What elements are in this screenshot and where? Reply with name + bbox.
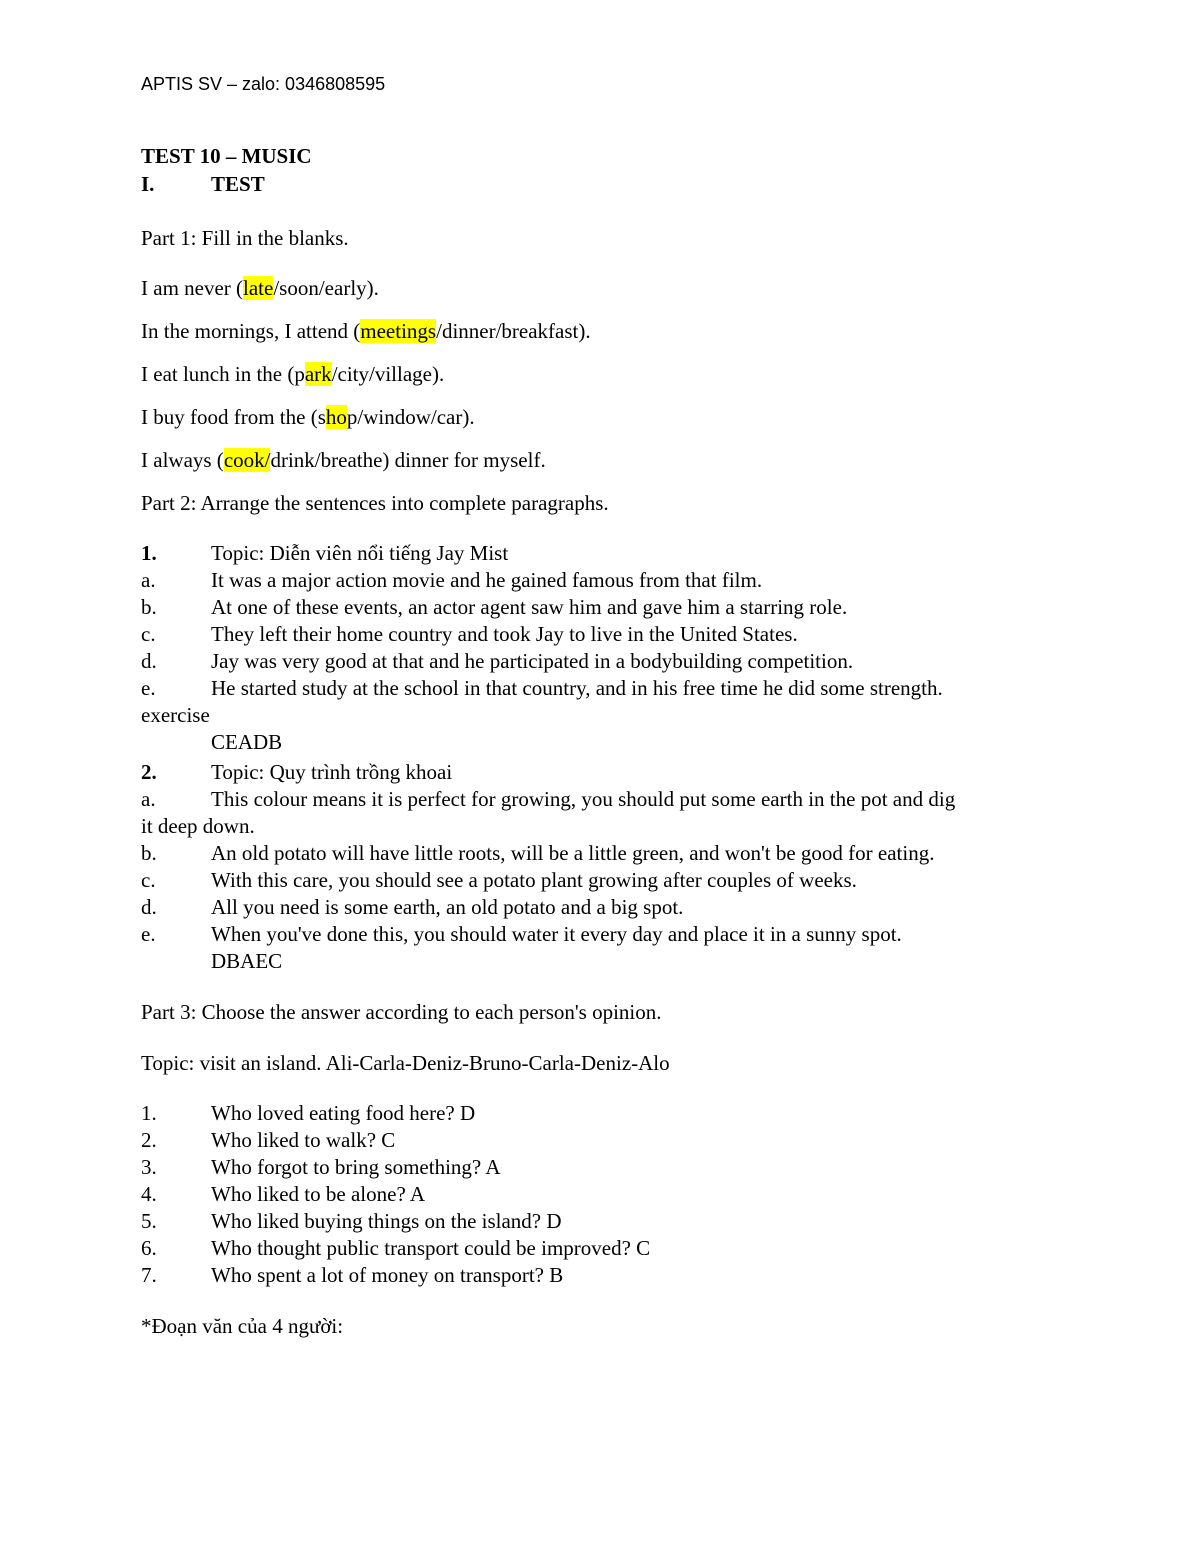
topic-2-item-a: This colour means it is perfect for growing, you should put some earth in the pot and dig: [211, 787, 956, 811]
question-number: 2.: [141, 1128, 157, 1152]
question-number: 4.: [141, 1182, 157, 1206]
topic-2-item-d: All you need is some earth, an old potato and a big spot.: [211, 895, 684, 919]
question-text: Who thought public transport could be improved? C: [211, 1236, 651, 1260]
section-numeral: I.: [141, 172, 155, 196]
part1-sentence-4: [141, 404, 475, 430]
question-text: Who loved eating food here? D: [211, 1101, 476, 1125]
section-label: TEST: [211, 172, 265, 196]
topic-2-item-b: An old potato will have little roots, will be a little green, and won't be good for eating.: [211, 841, 935, 865]
part1-sentence-2: [141, 318, 591, 344]
sentence-text: p/window/car).: [346, 405, 475, 429]
question-text: Who liked to be alone? A: [211, 1182, 426, 1206]
question-text: Who forgot to bring something? A: [211, 1155, 501, 1179]
topic-1-title: Topic: Diễn viên nổi tiếng Jay Mist: [211, 541, 509, 565]
part1-sentence-3: [141, 361, 444, 387]
topic-1-item-d: Jay was very good at that and he participated in a bodybuilding competition.: [211, 649, 854, 673]
part1-sentence-5: [141, 447, 546, 473]
part1-heading: Part 1: Fill in the blanks.: [141, 226, 349, 250]
sentence-text: /soon/early).: [273, 276, 379, 300]
topic-1-item-e-continued: exercise: [141, 703, 210, 727]
topic-2-item-c: With this care, you should see a potato plant growing after couples of weeks.: [211, 868, 857, 892]
test-title: TEST 10 – MUSIC: [141, 144, 312, 168]
topic-1-item-c: They left their home country and took Jay to live in the United States.: [211, 622, 798, 646]
item-letter: b.: [141, 595, 157, 619]
topic-1-answer: CEADB: [211, 730, 283, 754]
item-letter: e.: [141, 922, 156, 946]
item-letter: c.: [141, 622, 156, 646]
topic-2-answer: DBAEC: [211, 949, 283, 973]
question-number: 3.: [141, 1155, 157, 1179]
sentence-text: drink/breathe) dinner for myself.: [270, 448, 546, 472]
question-text: Who liked to walk? C: [211, 1128, 396, 1152]
question-number: 1.: [141, 1101, 157, 1125]
sentence-text: In the mornings, I attend (: [141, 319, 361, 343]
sentence-text: I buy food from the (s: [141, 405, 326, 429]
item-letter: c.: [141, 868, 156, 892]
item-letter: a.: [141, 568, 156, 592]
highlighted-answer: ho: [325, 405, 347, 429]
sentence-text: I am never (: [141, 276, 244, 300]
question-number: 7.: [141, 1263, 157, 1287]
question-text: Who liked buying things on the island? D: [211, 1209, 562, 1233]
topic-2-number: 2.: [141, 760, 157, 784]
part3-topic: Topic: visit an island. Ali-Carla-Deniz-Bruno-Carla-Deniz-Alo: [141, 1051, 670, 1075]
part1-sentence-1: [141, 275, 379, 301]
topic-2-item-e: When you've done this, you should water it every day and place it in a sunny spot.: [211, 922, 902, 946]
footer-note: *Đoạn văn của 4 người:: [141, 1314, 344, 1338]
question-number: 5.: [141, 1209, 157, 1233]
highlighted-answer: meetings: [360, 319, 437, 343]
sentence-text: /dinner/breakfast).: [436, 319, 591, 343]
item-letter: e.: [141, 676, 156, 700]
sentence-text: I eat lunch in the (p: [141, 362, 305, 386]
question-text: Who spent a lot of money on transport? B: [211, 1263, 564, 1287]
topic-1-item-a: It was a major action movie and he gained famous from that film.: [211, 568, 763, 592]
page-header: APTIS SV – zalo: 0346808595: [141, 74, 386, 94]
question-number: 6.: [141, 1236, 157, 1260]
highlighted-answer: late: [243, 276, 274, 300]
highlighted-answer: cook/: [223, 448, 271, 472]
topic-1-item-b: At one of these events, an actor agent saw him and gave him a starring role.: [211, 595, 848, 619]
highlighted-answer: ark: [304, 362, 332, 386]
item-letter: d.: [141, 649, 157, 673]
sentence-text: /city/village).: [331, 362, 445, 386]
part3-heading: Part 3: Choose the answer according to each person's opinion.: [141, 1000, 662, 1024]
sentence-text: I always (: [141, 448, 224, 472]
topic-2-title: Topic: Quy trình trồng khoai: [211, 760, 453, 784]
item-letter: b.: [141, 841, 157, 865]
item-letter: a.: [141, 787, 156, 811]
topic-1-item-e: He started study at the school in that country, and in his free time he did some strength.: [211, 676, 943, 700]
part2-heading: Part 2: Arrange the sentences into complete paragraphs.: [141, 491, 609, 515]
item-letter: d.: [141, 895, 157, 919]
topic-2-item-a-continued: it deep down.: [141, 814, 255, 838]
topic-1-number: 1.: [141, 541, 157, 565]
